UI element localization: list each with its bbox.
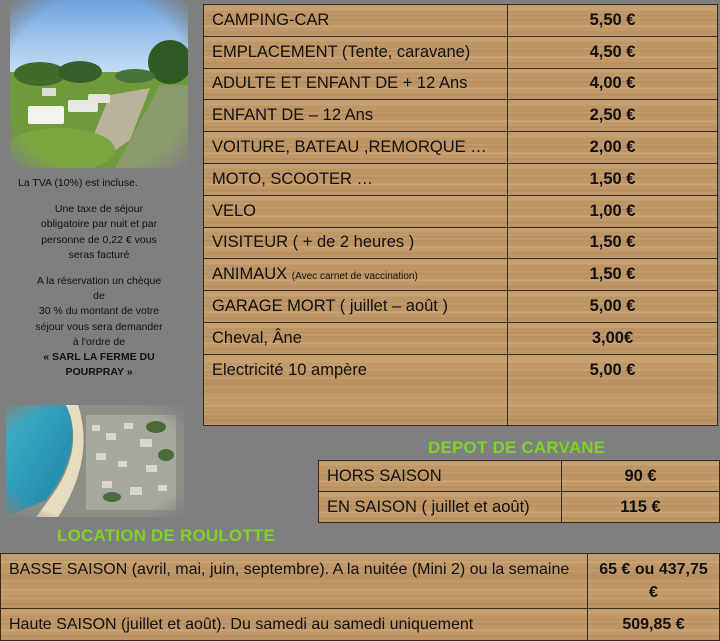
location-heading: LOCATION DE ROULOTTE <box>57 526 276 545</box>
table-row <box>204 322 718 354</box>
row-price: 4,00 € <box>508 68 718 100</box>
table-row <box>204 132 718 164</box>
table-row <box>1 554 720 609</box>
row-price: 65 € ou 437,75 € <box>588 554 720 609</box>
row-price: 115 € <box>562 492 720 523</box>
campsite-photo <box>10 0 188 168</box>
row-price: 5,00 € <box>508 354 718 425</box>
table-row <box>204 354 718 425</box>
info-text <box>8 176 190 380</box>
row-label: MOTO, SCOOTER … <box>204 163 508 195</box>
tva-note: La TVA (10%) est incluse. <box>18 177 138 189</box>
row-price: 1,50 € <box>508 259 718 291</box>
row-price: 2,00 € <box>508 132 718 164</box>
row-label: Haute SAISON (juillet et août). Du samedi au samedi uniquement <box>1 609 588 641</box>
table-row <box>319 461 720 492</box>
table-row <box>204 68 718 100</box>
row-label: VELO <box>204 195 508 227</box>
row-label: ANIMAUX <box>212 265 288 284</box>
row-label: Electricité 10 ampère <box>204 354 508 425</box>
row-price: 1,50 € <box>508 227 718 259</box>
row-label: EMPLACEMENT (Tente, caravane) <box>204 36 508 68</box>
payee-line: POURPRAY » <box>65 366 133 379</box>
table-row <box>204 195 718 227</box>
table-row <box>204 100 718 132</box>
row-label: VOITURE, BATEAU ,REMORQUE … <box>204 132 508 164</box>
row-note: (Avec carnet de vaccination) <box>291 271 418 283</box>
tax-line: Une taxe de séjour <box>54 203 144 216</box>
row-label: Cheval, Âne <box>204 322 508 354</box>
row-price: 3,00€ <box>508 322 718 354</box>
tax-line: seras facturé <box>68 248 130 261</box>
price-table <box>203 4 718 426</box>
row-label: GARAGE MORT ( juillet – août ) <box>204 291 508 323</box>
table-row <box>204 36 718 68</box>
deposit-line: 30 % du montant de votre <box>38 305 160 318</box>
location-table <box>0 553 720 641</box>
tax-line: personne de 0,22 € vous <box>41 233 157 246</box>
depot-heading: DEPOT DE CARVANE <box>428 438 606 457</box>
row-label: CAMPING-CAR <box>204 5 508 37</box>
payee-line: « SARL LA FERME DU <box>43 351 155 364</box>
table-row <box>204 227 718 259</box>
table-row <box>204 259 718 291</box>
table-row <box>204 291 718 323</box>
row-price: 2,50 € <box>508 100 718 132</box>
row-price: 5,50 € <box>508 5 718 37</box>
row-label-animaux <box>204 259 508 291</box>
row-price: 509,85 € <box>588 609 720 641</box>
deposit-line: A la réservation un chèque <box>36 275 162 288</box>
row-label: VISITEUR ( + de 2 heures ) <box>204 227 508 259</box>
deposit-line: de <box>93 290 105 303</box>
row-label: ENFANT DE – 12 Ans <box>204 100 508 132</box>
deposit-line: séjour vous sera demander <box>35 320 163 333</box>
table-row <box>319 492 720 523</box>
row-price: 90 € <box>562 461 720 492</box>
row-label: ADULTE ET ENFANT DE + 12 Ans <box>204 68 508 100</box>
deposit-line: à l'ordre de <box>72 335 126 348</box>
row-price: 5,00 € <box>508 291 718 323</box>
table-row <box>204 163 718 195</box>
tax-line: obligatoire par nuit et par <box>40 218 158 231</box>
coast-photo <box>6 405 184 517</box>
table-row <box>204 5 718 37</box>
row-price: 1,50 € <box>508 163 718 195</box>
row-price: 1,00 € <box>508 195 718 227</box>
depot-table <box>318 460 720 523</box>
row-price: 4,50 € <box>508 36 718 68</box>
row-label: EN SAISON ( juillet et août) <box>319 492 562 523</box>
row-label: BASSE SAISON (avril, mai, juin, septembre). A la nuitée (Mini 2) ou la semaine <box>1 554 588 609</box>
row-label: HORS SAISON <box>319 461 562 492</box>
